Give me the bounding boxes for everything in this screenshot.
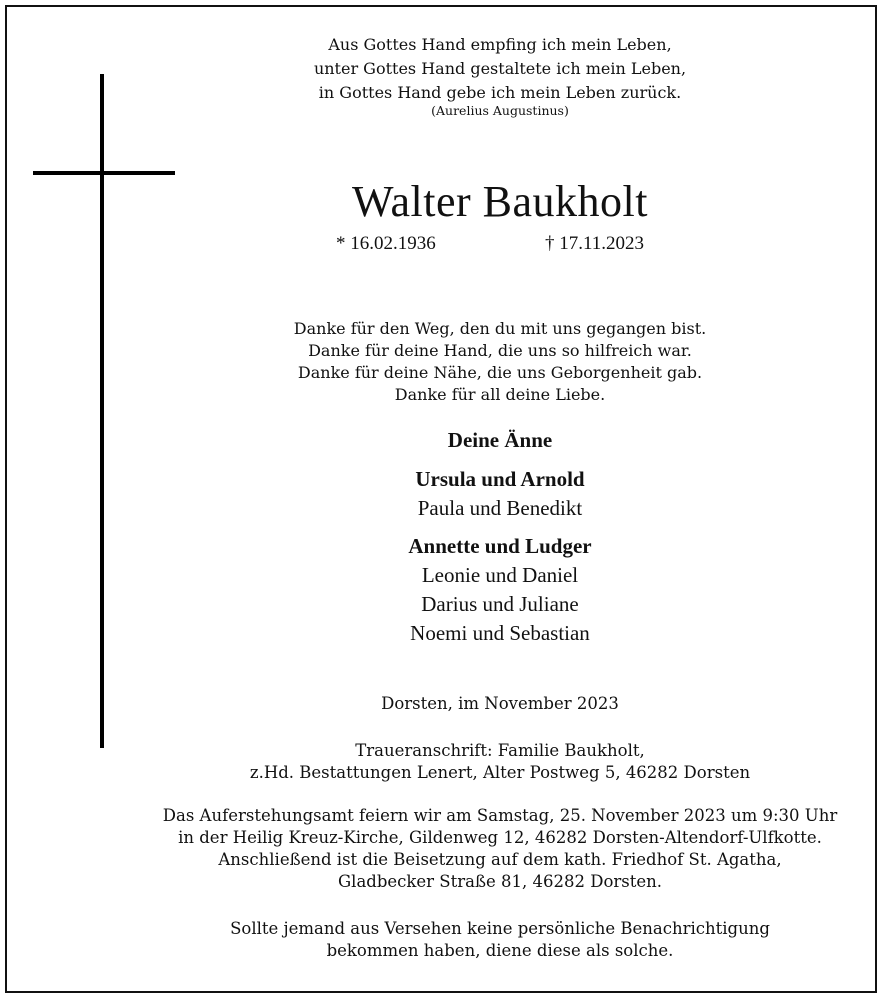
thanks-line: Danke für deine Nähe, die uns Geborgenheit gab. [297,363,703,382]
family-group1-head: Ursula und Arnold [415,467,585,491]
service-line: in der Heilig Kreuz-Kirche, Gildenweg 12, 46282 Dorsten-Altendorf-Ulfkotte. [178,828,822,847]
family-group2-member: Darius und Juliane [421,592,579,616]
mourning-address [100,740,886,784]
service-details [100,805,886,893]
family-group2-head: Annette und Ludger [408,534,592,558]
address-line: Traueranschrift: Familie Baukholt, [355,741,645,760]
deceased-name: Walter Baukholt [352,177,648,226]
notification-notice [100,918,886,962]
quote-source: (Aurelius Augustinus) [431,103,569,118]
place-date: Dorsten, im November 2023 [381,694,619,713]
quote-line: Aus Gottes Hand empfing ich mein Leben, [328,35,672,54]
quote-line: unter Gottes Hand gestaltete ich mein Leben, [313,59,687,78]
notice-line: Sollte jemand aus Versehen keine persönliche Benachrichtigung [230,919,770,938]
birth-date: * 16.02.1936 [336,233,436,254]
thanks-line: Danke für deine Hand, die uns so hilfreich war. [308,341,692,360]
thanks-line: Danke für all deine Liebe. [394,385,606,404]
address-line: z.Hd. Bestattungen Lenert, Alter Postweg 5, 46282 Dorsten [249,763,751,782]
death-date: † 17.11.2023 [545,233,645,254]
thanks-verse [100,318,886,406]
family-group2-member: Leonie und Daniel [421,563,579,587]
family-group1-member: Paula und Benedikt [417,496,583,520]
service-line: Gladbecker Straße 81, 46282 Dorsten. [337,872,662,891]
service-line: Das Auferstehungsamt feiern wir am Samstag, 25. November 2023 um 9:30 Uhr [162,806,838,825]
notice-line: bekommen haben, diene diese als solche. [326,941,674,960]
spouse-name: Deine Änne [447,428,553,452]
quote-line: in Gottes Hand gebe ich mein Leben zurück. [318,83,682,102]
bible-quote [100,33,886,105]
service-line: Anschließend ist die Beisetzung auf dem kath. Friedhof St. Agatha, [218,850,782,869]
thanks-line: Danke für den Weg, den du mit uns gegangen bist. [293,319,707,338]
family-group2-member: Noemi und Sebastian [410,621,590,645]
